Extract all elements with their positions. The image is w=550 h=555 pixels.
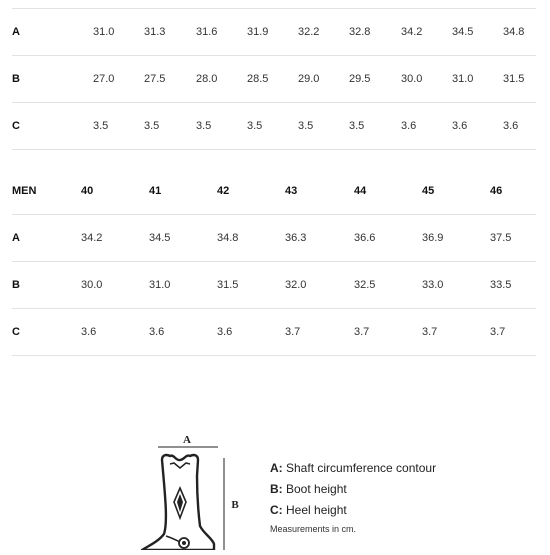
- table-cell: 31.9: [247, 26, 269, 38]
- legend-key: C:: [270, 503, 283, 517]
- table-cell: 36.3: [285, 232, 307, 244]
- table-cell: 3.7: [422, 326, 438, 338]
- size-header: 42: [217, 185, 230, 197]
- table-cell: 31.0: [93, 26, 115, 38]
- table-cell: 33.5: [490, 279, 512, 291]
- table-cell: 29.0: [298, 73, 320, 85]
- toe-ornament-center: [182, 541, 186, 545]
- table-cell: 29.5: [349, 73, 371, 85]
- table-row-c: [12, 309, 536, 356]
- size-header: 45: [422, 185, 435, 197]
- men-size-table: [12, 168, 536, 356]
- size-header: 44: [354, 185, 367, 197]
- size-header: 43: [285, 185, 298, 197]
- legend-key: A:: [270, 461, 283, 475]
- row-label: A: [12, 26, 20, 38]
- table-cell: 36.6: [354, 232, 376, 244]
- table-cell: 31.0: [452, 73, 474, 85]
- table-cell: 30.0: [401, 73, 423, 85]
- table-cell: 3.7: [285, 326, 301, 338]
- table-cell: 34.5: [452, 26, 474, 38]
- table-cell: 34.5: [149, 232, 171, 244]
- table-cell: 3.5: [93, 120, 109, 132]
- table-cell: 3.5: [349, 120, 365, 132]
- table-cell: 34.8: [217, 232, 239, 244]
- table-cell: 32.5: [354, 279, 376, 291]
- shaft-stitching: [170, 463, 190, 468]
- table-row-a: [12, 215, 536, 262]
- table-cell: 37.5: [490, 232, 512, 244]
- row-label: B: [12, 279, 20, 291]
- legend-text: Shaft circumference contour: [282, 461, 437, 475]
- label-a: A: [183, 434, 191, 446]
- size-header: 46: [490, 185, 503, 197]
- boot-measurement-diagram: [140, 430, 260, 555]
- table-cell: 34.2: [401, 26, 423, 38]
- legend-item-b: [270, 479, 436, 500]
- table-cell: 3.5: [247, 120, 263, 132]
- table-cell: 32.8: [349, 26, 371, 38]
- table-cell: 3.5: [196, 120, 212, 132]
- table-cell: 34.8: [503, 26, 525, 38]
- legend-text: Heel height: [282, 503, 347, 517]
- table-row-a: [12, 9, 536, 56]
- legend-key: B:: [270, 482, 283, 496]
- vamp-stitching: [166, 536, 180, 542]
- row-label: A: [12, 232, 20, 244]
- table-header-row: [12, 168, 536, 215]
- row-label: C: [12, 326, 20, 338]
- row-label: B: [12, 73, 20, 85]
- table-cell: 3.5: [298, 120, 314, 132]
- label-b: B: [231, 499, 239, 511]
- table-cell: 3.5: [144, 120, 160, 132]
- table-cell: 31.0: [149, 279, 171, 291]
- table-cell: 3.6: [503, 120, 519, 132]
- table-cell: 36.9: [422, 232, 444, 244]
- table-cell: 34.2: [81, 232, 103, 244]
- table-row-b: [12, 262, 536, 309]
- table-cell: 28.5: [247, 73, 269, 85]
- measurement-note: Measurements in cm.: [270, 524, 357, 534]
- table-cell: 3.6: [401, 120, 417, 132]
- table-cell: 31.5: [503, 73, 525, 85]
- size-header: 40: [81, 185, 94, 197]
- men-table-title: MEN: [12, 185, 37, 197]
- diamond-inner: [177, 494, 183, 512]
- table-cell: 3.6: [149, 326, 165, 338]
- table-cell: 31.6: [196, 26, 218, 38]
- table-cell: 31.3: [144, 26, 166, 38]
- legend-item-c: [270, 500, 436, 521]
- table-cell: 31.5: [217, 279, 239, 291]
- table-row-b: [12, 56, 536, 103]
- diagram-legend: [270, 458, 436, 534]
- table-cell: 32.2: [298, 26, 320, 38]
- table-cell: 27.5: [144, 73, 166, 85]
- boot-icon: [140, 430, 260, 550]
- legend-item-a: [270, 458, 436, 479]
- row-label: C: [12, 120, 20, 132]
- table-cell: 3.6: [81, 326, 97, 338]
- table-cell: 32.0: [285, 279, 307, 291]
- table-cell: 27.0: [93, 73, 115, 85]
- table-row-c: [12, 103, 536, 150]
- legend-text: Boot height: [282, 482, 347, 496]
- table-cell: 3.7: [354, 326, 370, 338]
- size-header: 41: [149, 185, 162, 197]
- table-cell: 30.0: [81, 279, 103, 291]
- table-cell: 3.7: [490, 326, 506, 338]
- table-cell: 33.0: [422, 279, 444, 291]
- table-cell: 3.6: [452, 120, 468, 132]
- table-cell: 28.0: [196, 73, 218, 85]
- table-cell: 3.6: [217, 326, 233, 338]
- women-size-table: [12, 9, 536, 150]
